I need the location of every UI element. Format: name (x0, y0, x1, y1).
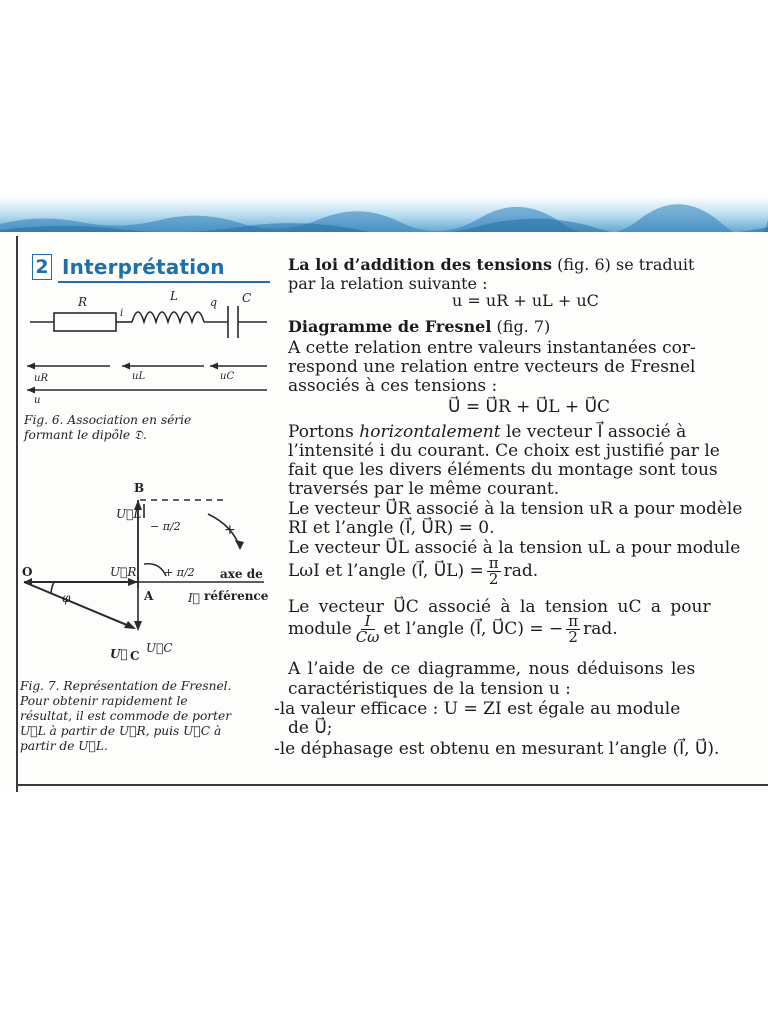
label-L: L (170, 289, 178, 303)
law-rest: (fig. 6) se traduit (552, 255, 695, 274)
caption-line: Fig. 7. Représentation de Fresnel. (20, 679, 232, 693)
inductor-icon (132, 312, 204, 322)
section-underline (58, 281, 270, 283)
paragraph-line: Le vecteur U⃗R associé à la tension uR a pour modèle (288, 499, 743, 519)
text-span: le vecteur I⃗ associé à (500, 422, 687, 442)
label-O: O (22, 565, 33, 579)
law-line (288, 256, 694, 275)
scalar-relation: u = uR + uL + uC (452, 291, 599, 310)
section-heading (32, 254, 225, 280)
formula-line (288, 614, 618, 645)
text-span-italic: horizontalement (359, 422, 501, 442)
paragraph-line: A l’aide de ce diagramme, nous déduisons les (288, 659, 696, 679)
caption-line: formant le dipôle 𝔇. (24, 428, 147, 442)
figure-7-caption (20, 679, 270, 754)
label-UL: U⃗L (116, 507, 142, 521)
text-span: rad. (583, 619, 618, 640)
paragraph-line: Le vecteur U⃗C associé à la tension uC a pour (288, 597, 711, 617)
bullet-line: de U⃗; (288, 718, 333, 738)
figure-7-fresnel-diagram (18, 476, 274, 676)
bullet-line: -la valeur efficace : U = ZI est égale au module (274, 699, 681, 719)
caption-line: résultat, il est commode de porter (20, 709, 232, 723)
section-number: 2 (32, 254, 52, 280)
figure-6-circuit (22, 286, 272, 406)
paragraph-line: Le vecteur U⃗L associé à la tension uL a pour module (288, 538, 741, 558)
section-title: Interprétation (62, 255, 225, 279)
label-A: A (144, 589, 154, 603)
text-span: LωI et l’angle (I⃗, U⃗L) = (288, 561, 484, 582)
label-B: B (134, 481, 145, 495)
paragraph-line (288, 423, 686, 442)
label-plus: + (224, 522, 236, 538)
fraction-denominator: Cω (355, 628, 380, 646)
label-uC: uC (220, 371, 235, 382)
fresnel-ref: (fig. 7) (491, 317, 551, 336)
bullet-line: -le déphasage est obtenu en mesurant l’angle (I⃗, U⃗). (274, 739, 720, 759)
text-span: rad. (503, 561, 539, 582)
resistor-icon (54, 313, 116, 331)
label-UR: U⃗R (110, 565, 137, 579)
fraction-denominator: 2 (568, 628, 578, 646)
decorative-band (0, 196, 768, 236)
law-line-2: par la relation suivante : (288, 274, 488, 293)
paragraph-line: traversés par le même courant. (288, 479, 560, 499)
label-q: q (210, 296, 218, 309)
fraction-numerator: I (361, 614, 375, 630)
label-UC: U⃗C (146, 641, 173, 655)
caption-line: Fig. 6. Association en série (24, 413, 192, 427)
caption-line: U⃗L à partir de U⃗R, puis U⃗C à (20, 724, 222, 738)
label-uL: uL (132, 371, 146, 382)
paragraph-line: fait que les divers éléments du montage sont tous (288, 460, 718, 480)
label-C: C (242, 291, 252, 305)
paragraph-line: associés à ces tensions : (288, 376, 498, 396)
label-uR: uR (34, 373, 48, 384)
arrowhead-U (124, 621, 136, 629)
arrowhead-rotation (235, 540, 244, 550)
paragraph-line: caractéristiques de la tension u : (288, 679, 571, 699)
angle-arc-plus (144, 564, 166, 576)
label-minus-pi-2: − π/2 (150, 520, 181, 533)
fraction (566, 614, 580, 645)
label-C: C (130, 649, 140, 663)
label-axe-de: axe de (220, 567, 263, 581)
label-R: R (78, 295, 88, 309)
arrowhead-UR (128, 578, 138, 586)
fresnel-heading (288, 318, 550, 337)
caption-line: Pour obtenir rapidement le (20, 694, 188, 708)
law-title: La loi d’addition des tensions (288, 255, 553, 274)
bottom-rule (16, 784, 768, 786)
label-I: I⃗ (188, 591, 200, 605)
vector-U (24, 582, 134, 628)
text-span: module (288, 619, 352, 640)
label-i: i (120, 308, 124, 319)
paragraph-line: RI et l’angle (I⃗, U⃗R) = 0. (288, 518, 495, 538)
label-plus-pi-2: + π/2 (164, 566, 195, 579)
text-span: et l’angle (I⃗, U⃗C) = − (383, 619, 564, 640)
fraction-denominator: 2 (488, 570, 499, 588)
vector-relation: U⃗ = U⃗R + U⃗L + U⃗C (448, 397, 611, 417)
fraction (356, 614, 380, 645)
angle-phi-arc (51, 582, 54, 593)
label-reference: référence (204, 589, 269, 603)
label-u: u (34, 395, 41, 406)
label-U: U⃗ (110, 647, 128, 661)
fraction-numerator: π (568, 612, 579, 630)
text-span: Portons (288, 422, 360, 442)
label-phi: φ (62, 591, 71, 605)
fresnel-title: Diagramme de Fresnel (288, 317, 492, 336)
fraction-numerator: π (488, 554, 499, 572)
paragraph-line: l’intensité i du courant. Ce choix est justifié par le (288, 441, 720, 461)
arrowhead-UC (134, 621, 142, 631)
formula-line (288, 556, 538, 587)
caption-line: partir de U⃗L. (20, 739, 108, 753)
paragraph-line: respond une relation entre vecteurs de Fresnel (288, 357, 696, 377)
fraction (487, 556, 501, 587)
paragraph-line: A cette relation entre valeurs instantanées cor- (288, 338, 696, 358)
figure-6-caption (24, 413, 254, 443)
